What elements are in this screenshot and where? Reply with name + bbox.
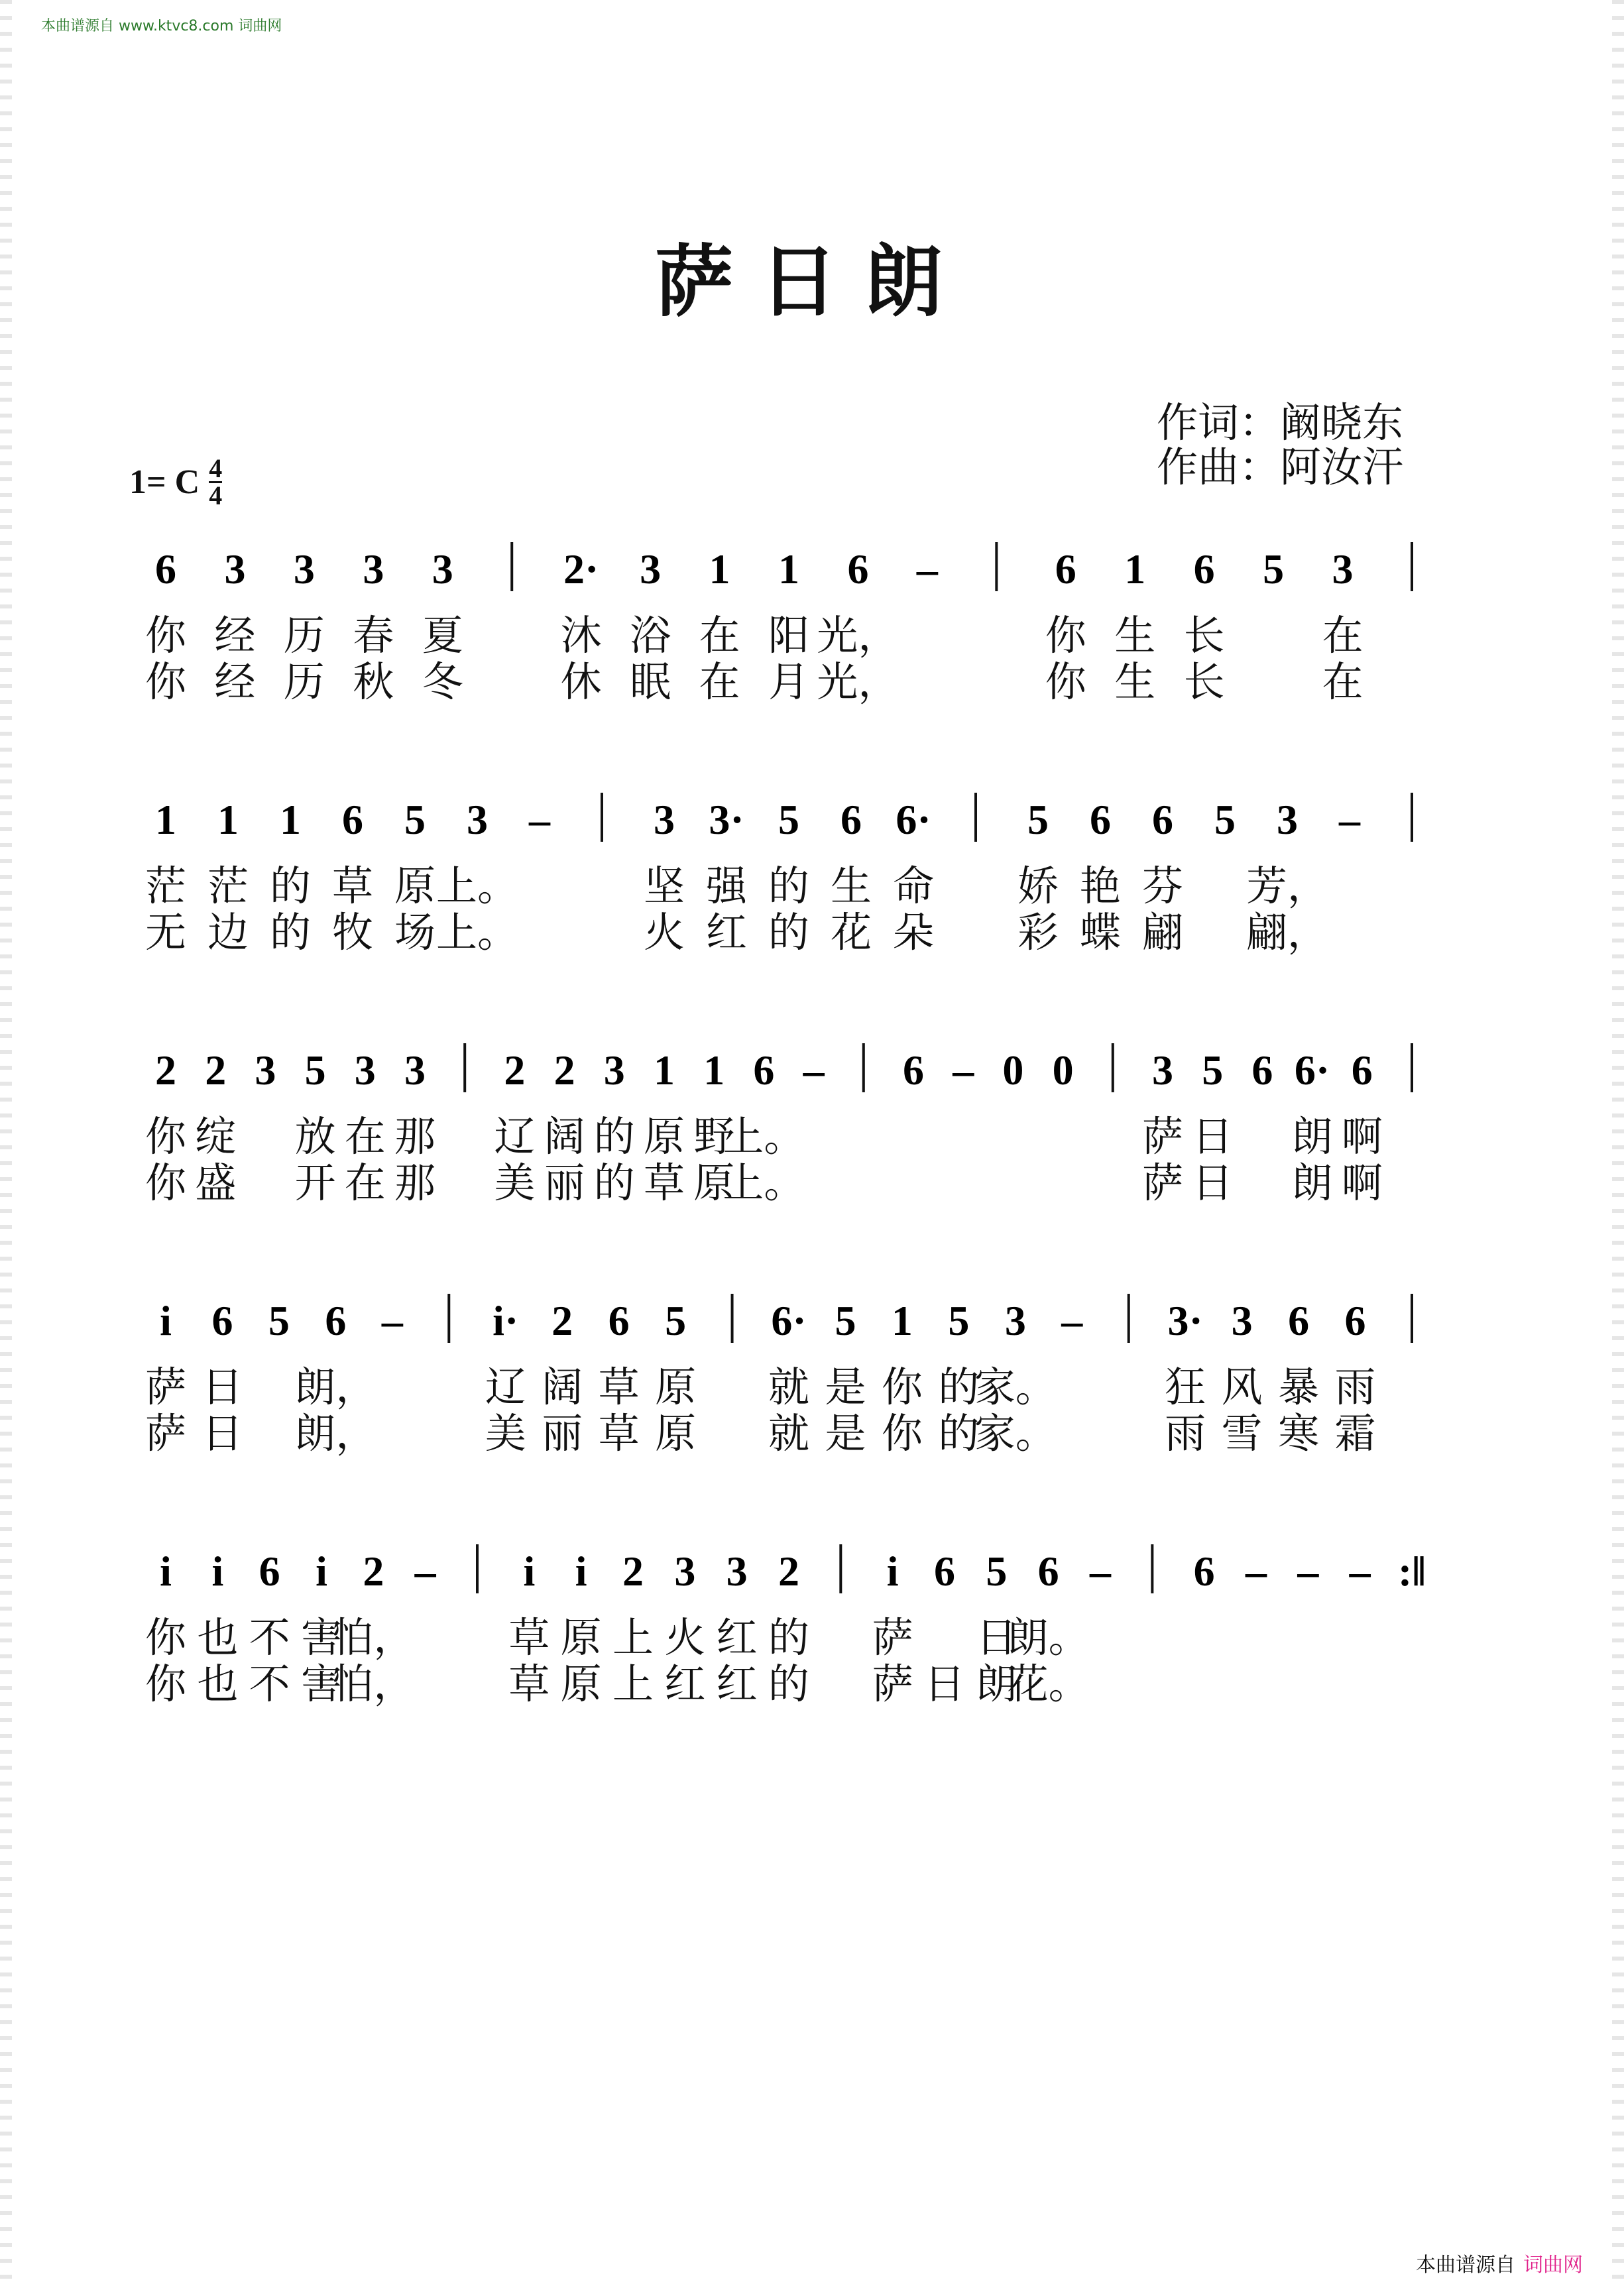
note: 3 (603, 1047, 625, 1094)
lyric-verse-2: 害 (300, 1660, 343, 1708)
lyric-verse-1: 啊 (1341, 1112, 1383, 1161)
lyric-verse-2: 眠 (630, 657, 671, 706)
lyric-verse-2: 美 (494, 1159, 536, 1207)
lyric-verse-1: 也 (197, 1613, 239, 1662)
note: 3· (709, 796, 744, 843)
lyric-verse-2: 的 (938, 1409, 980, 1457)
lyric-verse-2: 啊 (1341, 1159, 1383, 1207)
lyric-verse-2: 草 (643, 1159, 685, 1207)
note: 5 (1027, 796, 1049, 843)
note: i· (493, 1297, 519, 1344)
lyric-verse-2: 你 (1045, 657, 1086, 706)
note: 2 (504, 1047, 526, 1094)
lyric-verse-2: 原 (560, 1660, 602, 1708)
lyric-verse-2: 你 (145, 657, 187, 706)
lyric-verse-1: 的 (269, 862, 312, 910)
lyric-verse-2: 红 (716, 1660, 758, 1708)
lyric-verse-1: 芳， (1246, 862, 1329, 910)
lyric-verse-2: 牧 (331, 908, 374, 956)
lyric-verse-2: 霜 (1334, 1409, 1376, 1457)
lyric-verse-1: 狂 (1165, 1363, 1206, 1411)
note: 2· (563, 545, 599, 593)
lyric-verse-1: 那 (394, 1112, 436, 1161)
lyric-verse-2: 朵 (892, 908, 935, 956)
lyric-verse-1: 草 (598, 1363, 640, 1411)
source-note-footer (1416, 2248, 1583, 2277)
time-bottom: 4 (209, 481, 223, 510)
note: – (1246, 1548, 1267, 1595)
lyric-verse-1: 艳 (1079, 862, 1122, 910)
note: 5 (665, 1297, 687, 1344)
lyricist-credit: 作词：阚晓东 (1157, 398, 1404, 447)
lyric-verse-1: 放 (294, 1112, 336, 1161)
note: 5 (778, 796, 799, 843)
lyric-verse-1: 春 (353, 611, 394, 659)
lyric-verse-1: 光， (817, 611, 899, 659)
lyric-verse-2: 上。 (435, 908, 519, 956)
note: i (211, 1548, 224, 1595)
lyric-verse-2: 的 (768, 908, 810, 956)
lyric-verse-1: 命 (892, 862, 935, 910)
note: 5 (268, 1297, 290, 1344)
lyric-verse-1: 茫 (145, 862, 187, 910)
lyric-verse-1: 的 (593, 1112, 635, 1161)
note: 2 (622, 1548, 644, 1595)
lyric-verse-1: 萨 (1141, 1112, 1184, 1161)
lyric-verse-1: 阔 (542, 1363, 583, 1411)
lyric-verse-2: 红 (664, 1660, 706, 1708)
note: 3 (293, 545, 315, 593)
lyric-verse-2: 休 (560, 657, 602, 706)
lyric-verse-2: 秋 (353, 657, 394, 706)
lyric-verse-1: 茫 (207, 862, 249, 910)
lyric-verse-1: 生 (830, 862, 872, 910)
lyric-verse-1: 经 (214, 611, 256, 659)
note: 6 (753, 1047, 775, 1094)
lyric-verse-2: 红 (705, 908, 748, 956)
note: 6 (1344, 1297, 1366, 1344)
lyric-verse-1: 娇 (1017, 862, 1059, 910)
lyric-verse-1: 怕， (332, 1613, 415, 1662)
note: 2 (155, 1047, 176, 1094)
lyric-verse-2: 上。 (723, 1159, 805, 1207)
lyric-verse-1: 就 (768, 1363, 810, 1411)
lyric-verse-2: 寒 (1278, 1409, 1320, 1457)
lyric-verse-2: 怕， (332, 1660, 415, 1708)
note: :‖ (1397, 1548, 1426, 1595)
lyric-verse-2: 花。 (1007, 1660, 1090, 1708)
lyric-verse-2: 开 (294, 1159, 336, 1207)
lyric-verse-1: 上。 (435, 862, 519, 910)
lyric-verse-2: 家。 (974, 1409, 1057, 1457)
lyric-verse-2: 就 (768, 1409, 810, 1457)
lyric-verse-2: 花 (830, 908, 872, 956)
note: 0 (1002, 1047, 1024, 1094)
note: 3 (1004, 1297, 1026, 1344)
note: 5 (1263, 545, 1285, 593)
note: 6 (1193, 545, 1215, 593)
note: 5 (404, 796, 426, 843)
note: 2 (778, 1548, 799, 1595)
lyric-verse-2: 场 (394, 908, 436, 956)
note: 6 (155, 545, 176, 593)
note: – (529, 796, 550, 843)
lyric-verse-2: 生 (1114, 657, 1156, 706)
note: 1 (703, 1047, 725, 1094)
lyric-verse-1: 你 (881, 1363, 923, 1411)
note: 5 (948, 1297, 970, 1344)
lyric-verse-2: 冬 (422, 657, 463, 706)
note: 3 (1152, 1047, 1173, 1094)
lyric-verse-2: 历 (283, 657, 325, 706)
lyric-verse-1: 萨 (145, 1363, 187, 1411)
note: 6 (1351, 1047, 1373, 1094)
note: i (316, 1548, 327, 1595)
note: i (886, 1548, 899, 1595)
lyric-verse-2: 是 (825, 1409, 866, 1457)
lyric-verse-2: 雨 (1165, 1409, 1206, 1457)
note: 3 (255, 1047, 276, 1094)
lyric-verse-2: 上 (612, 1660, 654, 1708)
note: – (1090, 1548, 1111, 1595)
note: 6· (1294, 1047, 1330, 1094)
note: 3 (404, 1047, 426, 1094)
note: 3 (467, 796, 488, 843)
lyric-verse-2: 彩 (1017, 908, 1059, 956)
lyric-verse-2: 边 (207, 908, 249, 956)
note: 1 (709, 545, 730, 593)
key-label: 1= C (129, 463, 200, 501)
lyric-verse-1: 是 (825, 1363, 866, 1411)
note: 3 (1332, 545, 1354, 593)
note: 5 (1214, 796, 1236, 843)
lyric-verse-1: 上 (612, 1613, 654, 1662)
lyric-verse-2: 你 (145, 1159, 187, 1207)
note: 5 (835, 1297, 856, 1344)
note: 6 (847, 545, 869, 593)
lyric-verse-2: 那 (394, 1159, 436, 1207)
note: 1 (217, 796, 239, 843)
note: 6 (934, 1548, 955, 1595)
lyric-verse-1: 长 (1183, 611, 1225, 659)
note: 2 (551, 1297, 573, 1344)
lyric-verse-1: 原 (394, 862, 436, 910)
lyric-verse-1: 不 (249, 1613, 290, 1662)
lyric-verse-2: 萨 (1141, 1159, 1184, 1207)
lyric-verse-2: 丽 (544, 1159, 585, 1207)
note: 1 (891, 1297, 913, 1344)
lyric-verse-1: 你 (1045, 611, 1086, 659)
lyric-verse-2: 的 (593, 1159, 635, 1207)
lyric-verse-1: 萨 (872, 1613, 913, 1662)
note: 6 (342, 796, 363, 843)
lyric-verse-2: 日 (923, 1660, 966, 1708)
lyric-verse-1: 日 (1192, 1112, 1234, 1161)
lyric-verse-2: 日 (202, 1409, 243, 1457)
lyric-verse-1: 家。 (974, 1363, 1057, 1411)
note: – (916, 545, 938, 593)
lyric-verse-1: 日 (202, 1363, 243, 1411)
lyric-verse-2: 草 (508, 1660, 550, 1708)
lyric-verse-1: 火 (664, 1613, 706, 1662)
lyric-verse-1: 野 (693, 1112, 735, 1161)
note: 1 (778, 545, 799, 593)
lyric-verse-1: 原 (655, 1363, 697, 1411)
note: 6 (259, 1548, 280, 1595)
lyric-verse-2: 原 (693, 1159, 735, 1207)
lyric-verse-2: 翩 (1141, 908, 1184, 956)
note: – (953, 1047, 974, 1094)
lyric-verse-1: 辽 (494, 1112, 536, 1161)
note: 5 (304, 1047, 326, 1094)
lyric-verse-1: 你 (145, 1613, 187, 1662)
note: 6· (896, 796, 931, 843)
lyric-verse-2: 光， (817, 657, 899, 706)
lyric-verse-2: 朗 (1291, 1159, 1333, 1207)
note: – (1349, 1548, 1371, 1595)
lyric-verse-1: 坚 (643, 862, 685, 910)
song-title: 萨日朗 (654, 235, 969, 327)
lyric-verse-2: 朗， (294, 1409, 377, 1457)
lyric-verse-2: 在 (1322, 657, 1363, 706)
lyric-verse-2: 你 (145, 1660, 187, 1708)
lyric-verse-2: 经 (214, 657, 256, 706)
lyric-verse-1: 风 (1221, 1363, 1263, 1411)
note: 3 (224, 545, 246, 593)
note: – (414, 1548, 436, 1595)
note: 6· (771, 1297, 807, 1344)
note: 1 (1124, 545, 1146, 593)
note: 3 (363, 545, 384, 593)
note: – (1297, 1548, 1319, 1595)
note: 3 (354, 1047, 376, 1094)
lyric-verse-2: 雪 (1221, 1409, 1263, 1457)
note: 6 (1055, 545, 1076, 593)
note: 3· (1167, 1297, 1203, 1344)
lyric-verse-2: 你 (881, 1409, 923, 1457)
lyric-verse-1: 浴 (630, 611, 671, 659)
lyric-verse-1: 暴 (1278, 1363, 1320, 1411)
lyric-verse-2: 长 (1183, 657, 1225, 706)
note: 6 (1251, 1047, 1273, 1094)
lyric-verse-2: 蝶 (1079, 908, 1122, 956)
lyric-verse-1: 你 (145, 1112, 187, 1161)
note: 6 (325, 1297, 347, 1344)
lyric-verse-1: 日 (976, 1613, 1017, 1662)
lyric-verse-1: 朗。 (1007, 1613, 1090, 1662)
lyric-verse-1: 雨 (1334, 1363, 1376, 1411)
note: – (803, 1047, 825, 1094)
lyric-verse-2: 无 (145, 908, 187, 956)
note: 3 (640, 545, 662, 593)
note: i (575, 1548, 587, 1595)
note: 3 (674, 1548, 696, 1595)
lyric-verse-1: 夏 (422, 611, 463, 659)
note: – (1339, 796, 1360, 843)
note: 6 (608, 1297, 630, 1344)
note: 6 (1090, 796, 1111, 843)
lyric-verse-2: 的 (768, 1660, 810, 1708)
note: 5 (986, 1548, 1008, 1595)
note: i (160, 1548, 172, 1595)
lyric-verse-1: 红 (716, 1613, 758, 1662)
lyric-verse-2: 在 (699, 657, 740, 706)
lyric-verse-1: 你 (145, 611, 187, 659)
lyric-verse-1: 在 (344, 1112, 386, 1161)
note: 3 (432, 545, 453, 593)
lyric-verse-2: 萨 (145, 1409, 187, 1457)
lyric-verse-1: 的 (768, 1613, 810, 1662)
note: 6 (1193, 1548, 1215, 1595)
lyric-verse-2: 原 (655, 1409, 697, 1457)
lyric-verse-1: 芬 (1141, 862, 1184, 910)
lyric-verse-1: 害 (300, 1613, 343, 1662)
note: 2 (205, 1047, 227, 1094)
lyric-verse-2: 日 (1192, 1159, 1234, 1207)
lyric-verse-2: 月 (768, 657, 810, 706)
source-note-top: 本曲谱源自 www.ktvc8.com 词曲网 (41, 18, 282, 34)
note: 6 (1037, 1548, 1059, 1595)
note: i (523, 1548, 536, 1595)
lyric-verse-2: 萨 (872, 1660, 913, 1708)
lyric-verse-1: 上。 (723, 1112, 805, 1161)
lyric-verse-2: 火 (643, 908, 685, 956)
composer-credit: 作曲：阿汝汗 (1157, 443, 1404, 491)
lyric-verse-1: 朗 (1291, 1112, 1333, 1161)
lyric-verse-1: 朗， (294, 1363, 377, 1411)
note: 3 (1231, 1297, 1253, 1344)
lyric-verse-1: 在 (1322, 611, 1363, 659)
lyric-verse-2: 不 (249, 1660, 290, 1708)
note: 3 (726, 1548, 748, 1595)
lyric-verse-2: 在 (344, 1159, 386, 1207)
lyric-verse-1: 绽 (195, 1112, 237, 1161)
time-top: 4 (209, 453, 223, 483)
lyric-verse-1: 强 (705, 862, 748, 910)
note: 6 (1288, 1297, 1310, 1344)
note: 1 (280, 796, 301, 843)
lyric-verse-1: 草 (331, 862, 374, 910)
note: 6 (841, 796, 862, 843)
note: – (381, 1297, 403, 1344)
note: 5 (1202, 1047, 1224, 1094)
lyric-verse-2: 朗 (976, 1660, 1017, 1708)
lyric-verse-1: 在 (699, 611, 740, 659)
note: 0 (1052, 1047, 1074, 1094)
note: i (160, 1297, 172, 1344)
lyric-verse-1: 的 (768, 862, 810, 910)
lyric-verse-1: 原 (560, 1613, 602, 1662)
note: – (1061, 1297, 1083, 1344)
note: 1 (654, 1047, 675, 1094)
lyric-verse-2: 草 (598, 1409, 640, 1457)
note: 1 (155, 796, 176, 843)
lyric-verse-2: 丽 (542, 1409, 583, 1457)
footer-brand: 词曲网 (1523, 2254, 1583, 2277)
lyric-verse-1: 草 (508, 1613, 550, 1662)
lyric-verse-1: 原 (643, 1112, 685, 1161)
note: 6 (903, 1047, 924, 1094)
lyric-verse-2: 的 (269, 908, 312, 956)
note: 3 (654, 796, 675, 843)
note: 2 (363, 1548, 384, 1595)
note: 3 (1277, 796, 1298, 843)
lyric-verse-1: 阳 (768, 611, 810, 659)
lyric-verse-1: 阔 (544, 1112, 585, 1161)
note: 6 (1152, 796, 1173, 843)
lyric-verse-2: 盛 (195, 1159, 237, 1207)
footer-text: 本曲谱源自 (1416, 2254, 1515, 2277)
lyric-verse-2: 美 (485, 1409, 526, 1457)
lyric-verse-1: 沐 (560, 611, 602, 659)
lyric-verse-1: 历 (283, 611, 325, 659)
lyric-verse-2: 翩， (1246, 908, 1329, 956)
note: 6 (211, 1297, 233, 1344)
lyric-verse-2: 也 (197, 1660, 239, 1708)
lyric-verse-1: 生 (1114, 611, 1156, 659)
note: 2 (553, 1047, 575, 1094)
lyric-verse-1: 的 (938, 1363, 980, 1411)
lyric-verse-1: 辽 (485, 1363, 526, 1411)
